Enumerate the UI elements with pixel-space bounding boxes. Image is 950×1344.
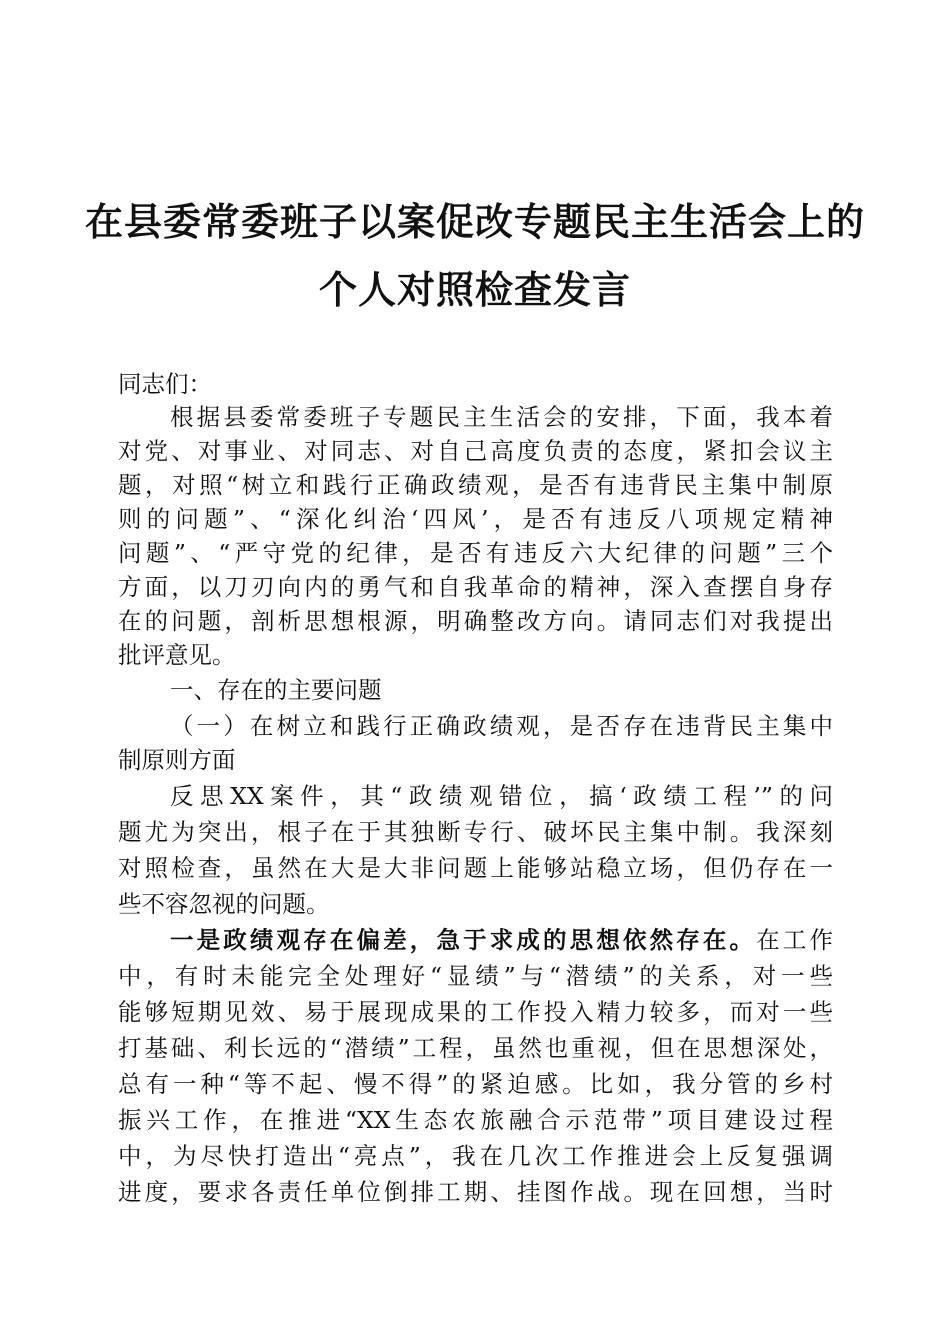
paragraph-line: 振兴工作，在推进“XX生态农旅融合示范带”项目建设过程 [118, 1106, 833, 1134]
paragraph-line: 方面，以刀刃向内的勇气和自我革命的精神，深入查摆自身存 [118, 573, 833, 601]
paragraph-line: 进度，要求各责任单位倒排工期、挂图作战。现在回想，当时 [118, 1178, 833, 1206]
paragraph-line: 中，有时未能完全处理好“显绩”与“潜绩”的关系，对一些 [118, 962, 833, 990]
paragraph-line: 反思XX案件，其“政绩观错位，搞‘政绩工程’”的问 [170, 782, 833, 810]
subsection-heading-line: 制原则方面 [118, 746, 236, 774]
point-text: 在工作 [756, 926, 834, 954]
paragraph-line: 中，为尽快打造出“亮点”，我在几次工作推进会上反复强调 [118, 1142, 833, 1170]
document-title-line-1: 在县委常委班子以案促改专题民主生活会上的 [84, 199, 865, 244]
paragraph-line: 问题”、“严守党的纪律，是否有违反六大纪律的问题”三个 [118, 539, 833, 567]
subsection-heading-line: （一）在树立和践行正确政绩观，是否存在违背民主集中 [170, 712, 833, 740]
section-heading: 一、存在的主要问题 [170, 676, 382, 704]
paragraph-line: 总有一种“等不起、慢不得”的紧迫感。比如，我分管的乡村 [118, 1070, 833, 1098]
paragraph-line: 对党、对事业、对同志、对自己高度负责的态度，紧扣会议主 [118, 437, 833, 465]
paragraph-line: 题，对照“树立和践行正确政绩观，是否有违背民主集中制原 [118, 471, 833, 499]
point-heading: 一是政绩观存在偏差，急于求成的思想依然存在。 [170, 926, 757, 954]
paragraph-line: 题尤为突出，根子在于其独断专行、破坏民主集中制。我深刻 [118, 818, 833, 846]
paragraph-line [118, 920, 833, 960]
paragraph-line: 打基础、利长远的“潜绩”工程，虽然也重视，但在思想深处， [118, 1034, 833, 1062]
paragraph-line: 些不容忽视的问题。 [118, 890, 330, 918]
salutation: 同志们： [118, 370, 212, 398]
paragraph-line: 对照检查，虽然在大是大非问题上能够站稳立场，但仍存在一 [118, 854, 833, 882]
paragraph-line: 能够短期见效、易于展现成果的工作投入精力较多，而对一些 [118, 998, 833, 1026]
paragraph-line: 根据县委常委班子专题民主生活会的安排，下面，我本着 [170, 403, 833, 431]
paragraph-line: 则的问题”、“深化纠治‘四风’，是否有违反八项规定精神 [118, 505, 833, 533]
paragraph-line: 在的问题，剖析思想根源，明确整改方向。请同志们对我提出 [118, 607, 833, 635]
paragraph-line: 批评意见。 [118, 641, 236, 669]
document-title-line-2: 个人对照检查发言 [318, 267, 631, 312]
